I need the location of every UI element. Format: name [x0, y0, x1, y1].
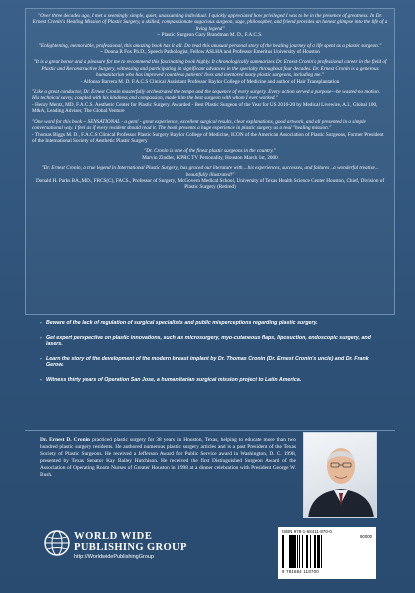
- highlights-list: [40, 320, 385, 392]
- author-bio: [40, 437, 296, 479]
- testimonial-quote: "It is a great honor and a pleasure for me to recommend this fascinating book highly. It chronologically summarizes Dr. Ernest Cronin's professional career in the field of Plastic and Reconstructive Surgery, witnessing and participating in significant advances in the specialty throughout four decades. Dr. Ernest Cronin is a generous humanitarian who has improved countless patients' lives and mentored many plastic surgeons, including me.": [33, 59, 387, 79]
- testimonial-quote: "Like a great conductor, Dr. Ernest Cronin masterfully orchestrated the tempo and the sequence of every surgery. Every action served a purpose—he wasted no motion. His technical savvy, coupled with his kindness and compassion, made him the best surgeon with whom I ever worked.": [32, 89, 381, 102]
- testimonial-attribution: Marvin Zindler, KPRC TV Personality, Houston March 1st, 2000: [142, 154, 278, 161]
- testimonial-quote: "Over three decades ago, I met a seemingly simple, quiet, unassuming individual. I quickly appreciated how privileged I was to be in the presence of greatness. In Dr. Ernest Cronin's Healing Mission of Plastic Surgery, a skilled, compassionate sagacious surgeon, sage, philosopher, and friend provides an honest glimpse into the life of a living legend": [32, 13, 388, 32]
- testimonial-quote: "Dr. Ernest Cronin, a true legend in International Plastic Surgery, has graced our literature with....his experiences, successes, and failures ..a wonderful treatise... beautifully illustrated!": [41, 165, 379, 178]
- testimonial: [32, 13, 388, 39]
- publisher-url: http://WorldwidePublishingGroup: [74, 554, 154, 560]
- testimonial: [32, 89, 388, 115]
- globe-icon: [42, 528, 72, 558]
- testimonial-attribution: - Henry Mentz, MD, F.A.C.S. Aesthetic Center for Plastic Surgery. Awarded - Best Plastic Surgeon of the Year for US 2016-20 by Medical Livewire, A.I., Global 100, M&A, Leading Adviser, The Global Venture: [32, 101, 378, 115]
- testimonial: [32, 43, 388, 56]
- barcode-bars: [282, 535, 372, 568]
- testimonial: [32, 119, 388, 145]
- testimonial-attribution: ~ Plastic Surgeon Gary Brandman M. D., F.A.C.S.: [157, 32, 263, 39]
- isbn-label: ISBN 978-1-68411-870-0: [282, 529, 332, 534]
- publisher-name-line1: WORLD WIDE: [74, 531, 153, 542]
- highlight-item: - Learn the story of the development of the modern breast implant by Dr. Thomas Cronin (Dr. Ernest Cronin's uncle) and Dr. Frank Gerow.: [40, 356, 385, 369]
- testimonial-attribution: - Alfonso Barrera M. D. F.A.C.S Clinical Assistant Professor Baylor College of Medicine and author of Hair Transplantation: [80, 78, 340, 85]
- testimonial-quote: "Enlightening, memorable, professional, this amazing book has it all. Do read this unusual personal story of the healing journey of a life spent as a plastic surgeon.": [38, 42, 382, 49]
- testimonial: [32, 148, 388, 161]
- testimonial-attribution: - Thomas Biggs M. D., F.A.C.S Clinical Professor Plastic Surgery Baylor College of Medicine, ICON of the American Association of Plastic Surgeons, Former President of the International Society of Aesthetic Plastic Surgery: [32, 131, 384, 144]
- highlight-item: - Beware of the lack of regulation of surgical specialists and public misperceptions regarding plastic surgery.: [40, 320, 385, 327]
- publisher-logo: [42, 528, 202, 578]
- highlight-item: - Witness thirty years of Operation San Jose, a humanitarian surgical mission project to Latin America.: [40, 377, 385, 384]
- author-bio-text: practiced plastic surgery for 38 years in Houston, Texas, helping to educate more than two hundred plastic surgery residents. He authored numerous plastic surgery articles and is a past President of the Texas Society of Plastic Surgeons. He received a Jefferson Award for Public Service award in Washington, D. C. 1998, presented by Texas Senator Kay Bailey Hutchison. He received the first Distinguished Surgeon Award of the Association of Operating Room Nurses of Greater Houston in 1998 at a dinner celebration with President George W. Bush.: [40, 437, 296, 478]
- divider: [25, 430, 395, 431]
- testimonial-quote: "Dr. Cronin is one of the finest plastic surgeons in the country.": [144, 148, 276, 155]
- highlight-item: - Get expert perspective on plastic innovations, such as microsurgery, myo-cutaneous flaps, liposuction, endoscopic surgery, and lasers.: [40, 335, 385, 348]
- price-code: 90000: [360, 534, 372, 539]
- publisher-name-line2: PUBLISHING GROUP: [74, 542, 187, 553]
- author-name: Dr. Ernest D. Cronin: [40, 437, 91, 443]
- isbn-barcode: [278, 527, 376, 579]
- testimonial-quote: "One word for this book ~ SENSATIONAL - a gem! - great experience, excellent surgical results, clear explanations, good artwork, and all presented in a simple conversational way. I feel as if every resident should read it. The book presents a huge experience in plastic surgery as a real "healing mission.": [32, 118, 366, 132]
- testimonials-panel: [25, 8, 395, 315]
- barcode-number: 9 781684 118700: [282, 569, 319, 574]
- testimonial-attribution: Donald H. Parks BA.,MD., FRCS(C), FACS., Professor of Surgery, McGovern Medical School, University of Texas Health Science Center Houston, Chief, Division of Plastic Surgery (Retired): [35, 177, 385, 191]
- testimonial-attribution: ~ Donna R Fox Ph.D., Speech Pathologist, Fellow ASLHA and Professor Emeritus University of Houston: [100, 49, 320, 56]
- author-portrait-image: [304, 433, 377, 518]
- author-photo: [303, 432, 377, 518]
- barcode-bar: [322, 535, 323, 568]
- testimonial: [32, 59, 388, 85]
- testimonial: [32, 165, 388, 191]
